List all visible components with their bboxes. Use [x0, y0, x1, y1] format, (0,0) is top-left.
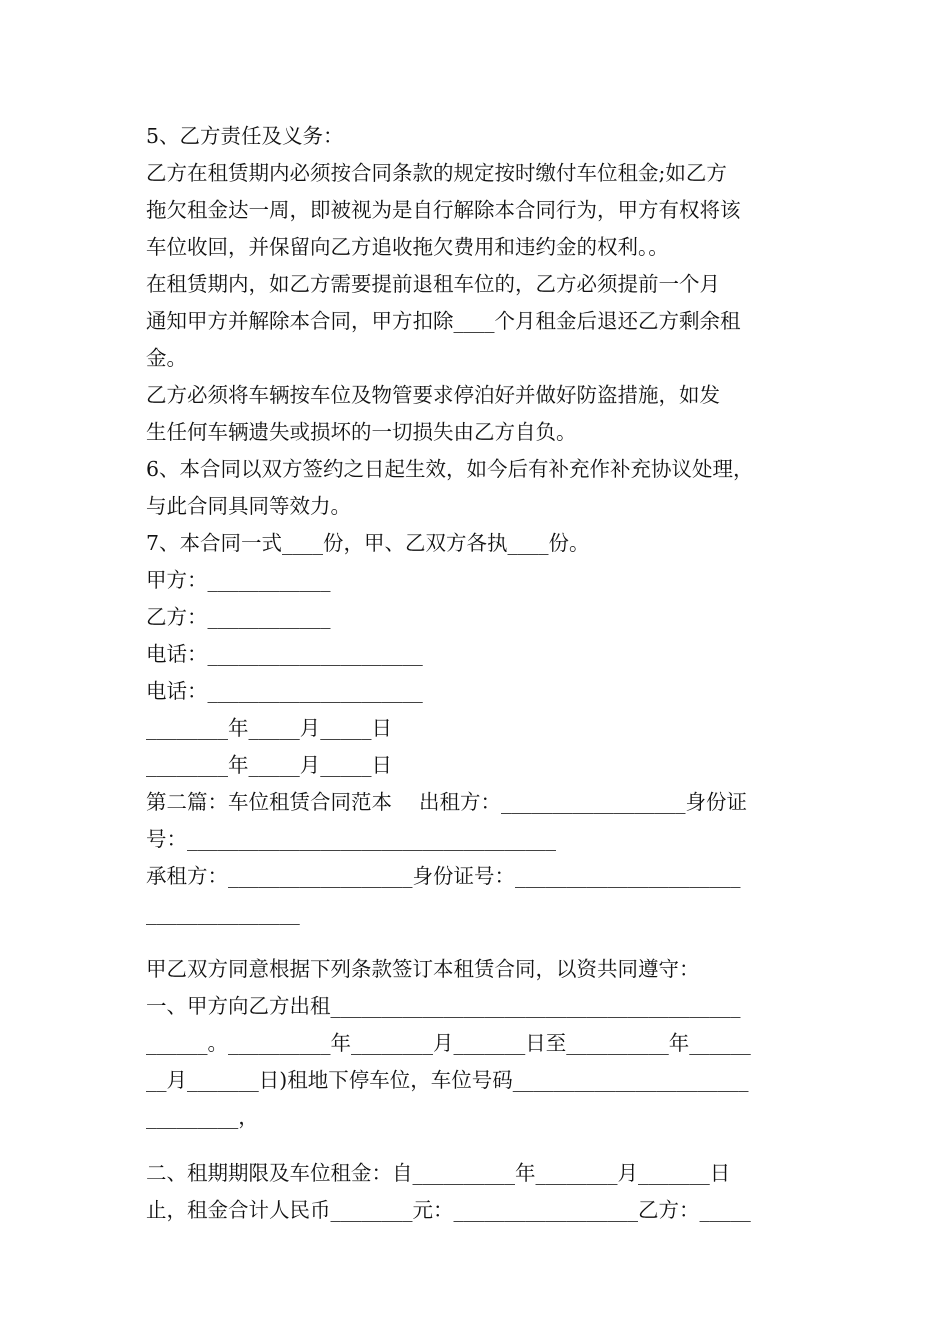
paragraph-gap: [146, 1136, 811, 1155]
paragraph-line: 拖欠租金达一周，即被视为是自行解除本合同行为，甲方有权将该: [146, 198, 741, 222]
clause-1-line: __月_______日)租地下停车位，车位号码_______________________: [146, 1068, 749, 1092]
second-contract-heading: 第二篇：车位租赁合同范本 出租方：__________________身份证: [146, 790, 748, 814]
clause-1-line: _________，: [146, 1105, 259, 1129]
paragraph-gap: [146, 932, 811, 951]
paragraph-line: 与此合同具同等效力。: [146, 494, 351, 518]
clause-1-line: 一、甲方向乙方出租________________________________________: [146, 994, 741, 1018]
paragraph-line: 乙方必须将车辆按车位及物管要求停泊好并做好防盗措施，如发: [146, 383, 720, 407]
agreement-intro: 甲乙双方同意根据下列条款签订本租赁合同，以资共同遵守：: [146, 957, 700, 981]
paragraph-line: 金。: [146, 346, 187, 370]
paragraph-line: 在租赁期内，如乙方需要提前退租车位的，乙方必须提前一个月: [146, 272, 720, 296]
clause-1-line: ______。__________年________月_______日至__________年______: [146, 1031, 751, 1055]
paragraph-line: 乙方在租赁期内必须按合同条款的规定按时缴付车位租金;如乙方: [146, 161, 727, 185]
paragraph-line: 通知甲方并解除本合同，甲方扣除____个月租金后退还乙方剩余租: [146, 309, 741, 333]
section-7-line: 7、本合同一式____份，甲、乙双方各执____份。: [146, 531, 590, 555]
date-line: ________年_____月_____日: [146, 716, 392, 740]
clause-2-line: 止，租金合计人民币________元：__________________乙方：_____: [146, 1198, 751, 1222]
id-number-line: 号：____________________________________: [146, 827, 556, 851]
section-5-heading: 5、乙方责任及义务：: [146, 124, 344, 148]
lessee-line: 承租方：__________________身份证号：______________________: [146, 864, 741, 888]
document-body: [146, 118, 811, 1229]
phone-line: 电话：_____________________: [146, 679, 423, 703]
paragraph-line: 生任何车辆遗失或损坏的一切损失由乙方自负。: [146, 420, 577, 444]
party-a-signature-line: 甲方：____________: [146, 568, 331, 592]
paragraph-line: 车位收回，并保留向乙方追收拖欠费用和违约金的权利。。: [146, 235, 669, 259]
blank-line: _______________: [146, 901, 300, 925]
section-6-line: 6、本合同以双方签约之日起生效，如今后有补充作补充协议处理，: [146, 457, 754, 481]
clause-2-line: 二、租期期限及车位租金：自__________年________月_______日: [146, 1161, 731, 1185]
date-line: ________年_____月_____日: [146, 753, 392, 777]
phone-line: 电话：_____________________: [146, 642, 423, 666]
party-b-signature-line: 乙方：____________: [146, 605, 331, 629]
